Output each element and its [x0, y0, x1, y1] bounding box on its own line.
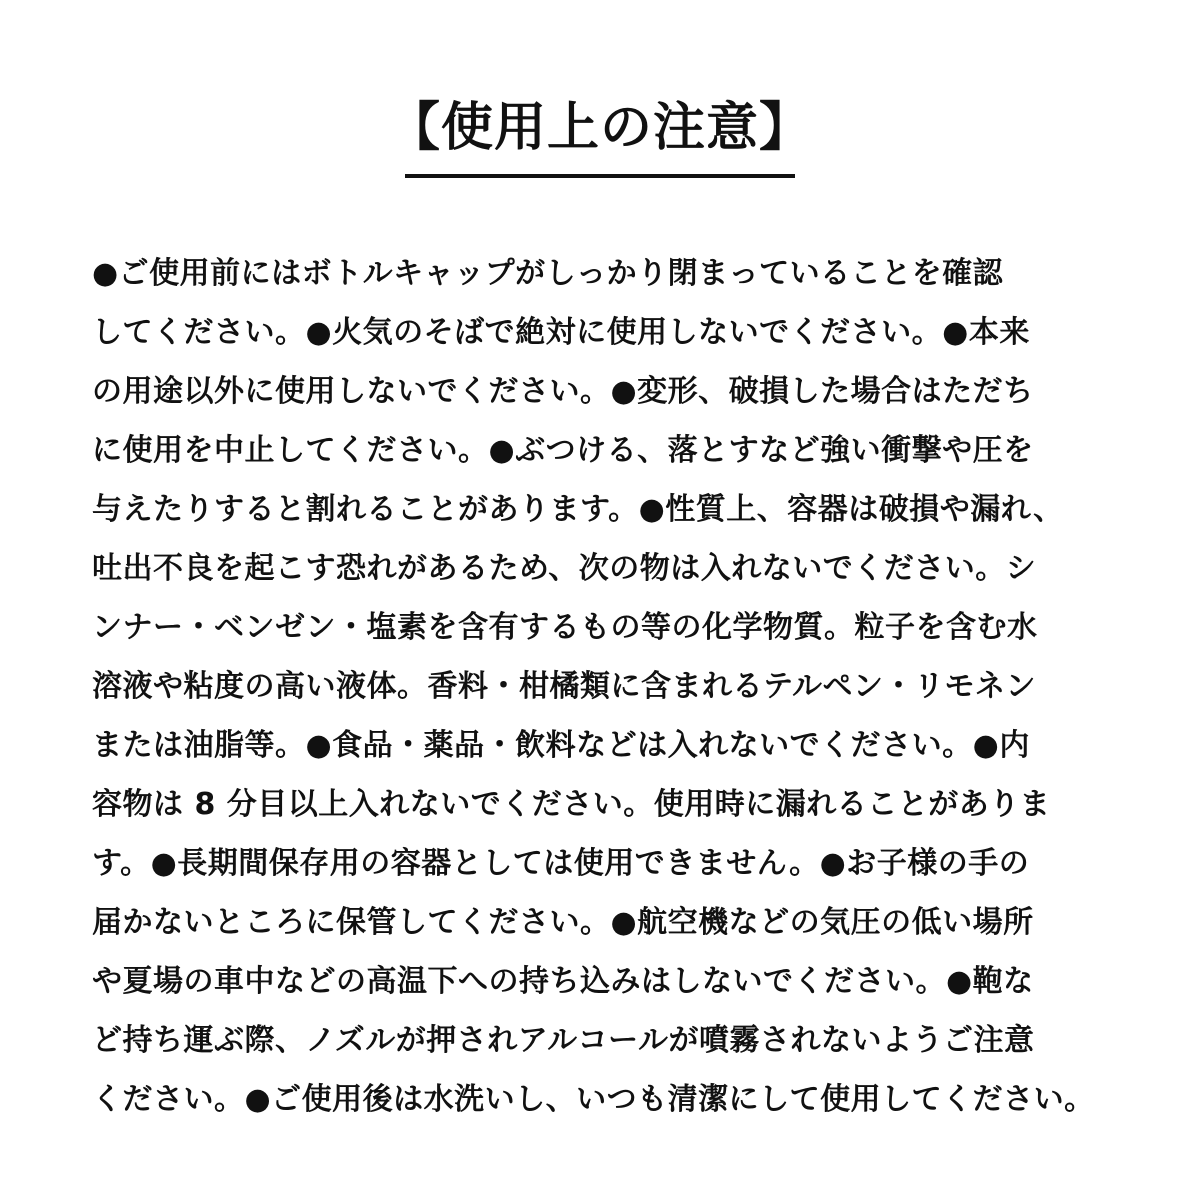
text-line: ください。●ご使用後は水洗いし、いつも清潔にして使用してください。 — [92, 1082, 1095, 1117]
text-line: 吐出不良を起こす恐れがあるため、次の物は入れないでください。シ — [92, 551, 1037, 586]
page-title: 【使用上の注意】 — [387, 98, 812, 158]
text-line: または油脂等。●食品・薬品・飲料などは入れないでください。●内 — [92, 728, 1030, 763]
text-line: してください。●火気のそばで絶対に使用しないでください。●本来 — [92, 315, 1030, 350]
caution-text — [92, 244, 1116, 1129]
text-line: ど持ち運ぶ際、ノズルが押されアルコールが噴霧されないようご注意 — [92, 1023, 1035, 1058]
text-line: に使用を中止してください。●ぶつける、落とすなど強い衝撃や圧を — [92, 433, 1034, 468]
text-line: 与えたりすると割れることがあります。●性質上、容器は破損や漏れ、 — [92, 492, 1064, 527]
text-line: す。●長期間保存用の容器としては使用できません。●お子様の手の — [92, 846, 1030, 881]
text-line: 届かないところに保管してください。●航空機などの気圧の低い場所 — [92, 905, 1034, 940]
text-line: ンナー・ベンゼン・塩素を含有するもの等の化学物質。粒子を含む水 — [92, 610, 1038, 645]
text-line: ●ご使用前にはボトルキャップがしっかり閉まっていることを確認 — [92, 256, 1004, 291]
text-line: の用途以外に使用しないでください。●変形、破損した場合はただち — [92, 374, 1034, 409]
text-line: 溶液や粘度の高い液体。香料・柑橘類に含まれるテルペン・リモネン — [92, 669, 1036, 704]
text-line: や夏場の車中などの高温下への持ち込みはしないでください。●鞄な — [92, 964, 1034, 999]
text-line: 容物は 8 分目以上入れないでください。使用時に漏れることがありま — [92, 787, 1051, 822]
title-section — [0, 88, 1200, 178]
title-underline — [405, 174, 795, 178]
